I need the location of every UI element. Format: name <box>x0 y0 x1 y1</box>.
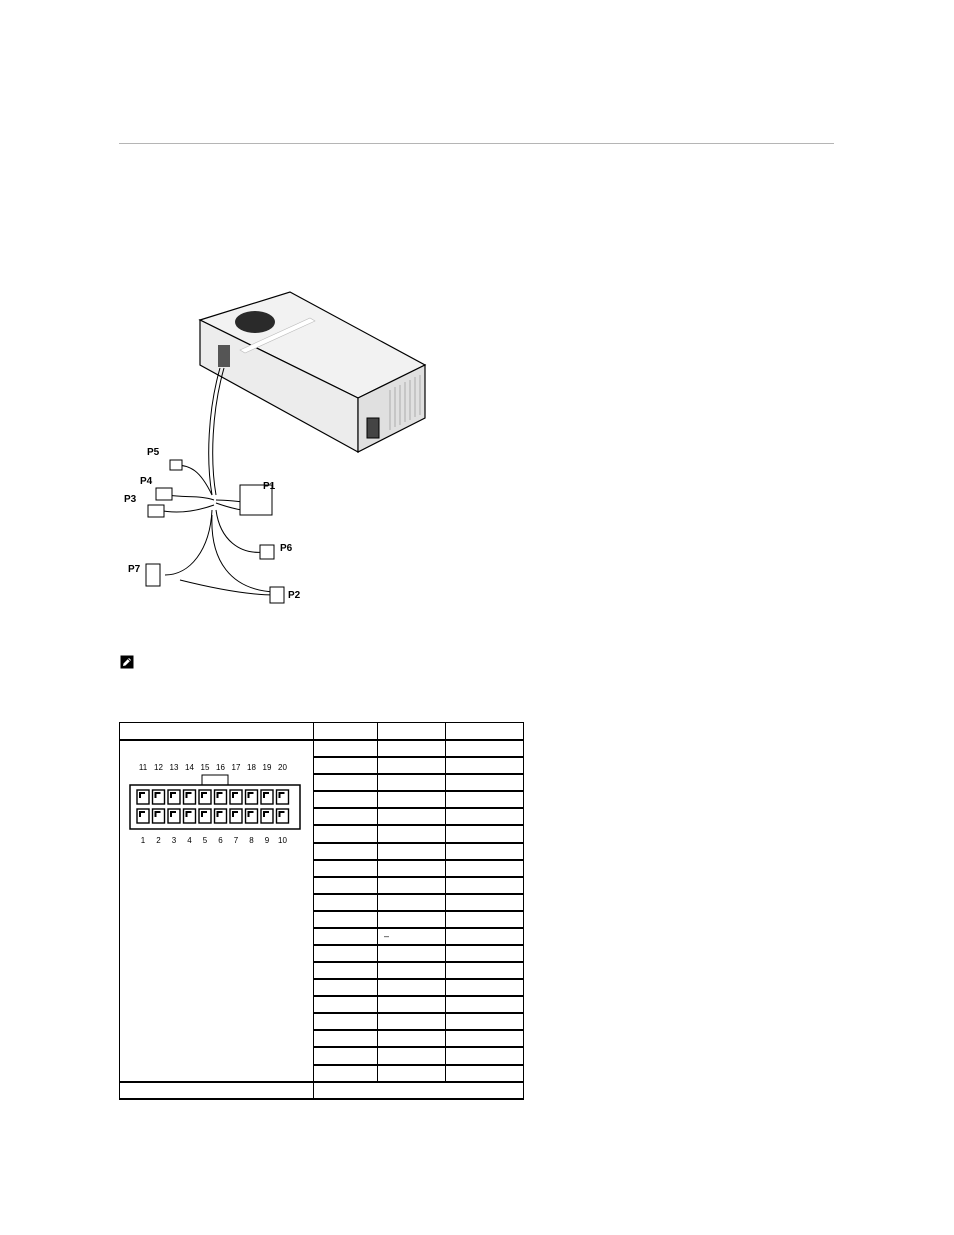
pin-table-cell <box>378 928 446 945</box>
pin-number-bottom: 5 <box>202 836 208 846</box>
pin-table-cell <box>446 860 524 877</box>
pin-table-cell <box>314 962 378 979</box>
pin-table-cell-text <box>446 829 452 839</box>
connector-p7 <box>146 564 160 586</box>
pin-number-top: 18 <box>247 763 256 773</box>
header-cell <box>446 723 524 741</box>
pin-table-cell-text <box>314 1033 320 1043</box>
pin-table-cell <box>314 757 378 774</box>
connector-pinout-diagram <box>120 759 310 859</box>
pin-table-cell <box>378 877 446 894</box>
pin-table-cell <box>378 962 446 979</box>
pin-number-bottom: 8 <box>249 836 254 846</box>
header-divider <box>119 143 834 144</box>
pin-table-cell-text <box>378 1051 384 1061</box>
pin-table-cell <box>446 774 524 791</box>
connector-p2 <box>270 587 284 603</box>
table-row <box>120 740 524 757</box>
pin-table-cell <box>446 1065 524 1082</box>
pin-table-cell <box>446 1047 524 1064</box>
pin-table-cell <box>314 808 378 825</box>
pin-table-cell <box>446 894 524 911</box>
pin-table-cell-text <box>446 846 452 856</box>
pin-table-cell <box>314 928 378 945</box>
pin-table-cell <box>314 1047 378 1064</box>
pin-table-cell-text <box>314 999 320 1009</box>
pin-table-cell <box>314 791 378 808</box>
pin-table-cell-text <box>378 811 384 821</box>
pin-table-cell-text <box>314 948 320 958</box>
pin-table-cell-text <box>446 743 452 753</box>
pin-table-cell-text <box>378 1068 384 1078</box>
power-supply-illustration <box>120 290 445 615</box>
pin-table-cell <box>446 911 524 928</box>
connector-p6 <box>260 545 274 559</box>
label-p7: P7 <box>128 564 141 575</box>
pin-table-cell <box>314 1013 378 1030</box>
pin-table-cell-text <box>446 760 452 770</box>
pin-table-cell-text <box>378 965 384 975</box>
connector-p4 <box>156 488 172 500</box>
pin-table-cell-text <box>314 931 320 941</box>
pin-table-cell <box>446 825 524 842</box>
pin-table-cell <box>446 757 524 774</box>
pin-table-cell <box>378 911 446 928</box>
pin-table-cell <box>446 791 524 808</box>
pin-table-cell-text <box>314 777 320 787</box>
label-p4: P4 <box>140 476 153 487</box>
pin-table-cell <box>314 877 378 894</box>
pin-table-cell-text <box>446 999 452 1009</box>
pin-table-cell <box>446 1013 524 1030</box>
pin-table-cell-text <box>378 999 384 1009</box>
pin-table-cell <box>314 1030 378 1047</box>
label-p1: P1 <box>263 481 276 492</box>
pin-table-cell-text <box>446 982 452 992</box>
pin-table-cell <box>314 996 378 1013</box>
pin-table-cell-text <box>446 897 452 907</box>
pin-number-top: 19 <box>262 763 272 773</box>
pin-table-cell-text <box>378 794 384 804</box>
pin-table-cell <box>378 996 446 1013</box>
pin-table-cell <box>314 894 378 911</box>
pin-table-cell-text <box>314 897 320 907</box>
table-footer-row <box>120 1082 524 1099</box>
pin-table-cell-text <box>446 914 452 924</box>
pin-number-bottom: 3 <box>171 836 177 846</box>
pin-table-cell <box>314 911 378 928</box>
pin-table-cell-text <box>378 829 384 839</box>
pin-table-cell <box>378 1013 446 1030</box>
pin-table-cell <box>378 1047 446 1064</box>
header-cell <box>120 723 314 741</box>
pin-table-cell-text <box>378 1016 384 1026</box>
pin-table-cell-text <box>314 811 320 821</box>
ac-inlet-icon <box>367 418 379 438</box>
pin-table-cell <box>446 979 524 996</box>
pin-table-cell-text <box>446 777 452 787</box>
pin-table-cell <box>378 808 446 825</box>
pin-table-cell <box>314 774 378 791</box>
pin-table-cell-text <box>378 760 384 770</box>
pin-table-cell-text <box>378 897 384 907</box>
pin-table-cell-text <box>314 794 320 804</box>
pin-table-cell-text <box>446 1051 452 1061</box>
pin-table-cell-text <box>378 982 384 992</box>
table-header-row <box>120 723 524 741</box>
cable-exit <box>218 345 230 367</box>
pin-table-cell <box>378 757 446 774</box>
pin-table-cell <box>378 1030 446 1047</box>
cable-bundle <box>158 368 275 595</box>
pin-table-cell <box>378 945 446 962</box>
pin-table-cell <box>446 808 524 825</box>
pin-table-cell-text <box>446 1068 452 1078</box>
pin-number-bottom: 6 <box>218 836 223 846</box>
connector-diagram-cell <box>120 740 314 1082</box>
pin-table-cell-text <box>446 794 452 804</box>
pin-table-cell-text <box>378 777 384 787</box>
label-p3: P3 <box>124 494 137 505</box>
pin-table-cell-text <box>446 965 452 975</box>
pin-table-cell-text: – <box>384 930 390 941</box>
pin-table-cell-text <box>378 863 384 873</box>
pin-table-cell <box>314 979 378 996</box>
note-pencil-icon <box>120 655 134 669</box>
pin-table-cell <box>378 791 446 808</box>
label-p5: P5 <box>147 447 160 458</box>
connector-p5 <box>170 460 182 470</box>
pin-table-cell <box>378 894 446 911</box>
pin-table-cell <box>314 740 378 757</box>
pin-table-cell <box>314 860 378 877</box>
pin-table-cell <box>446 843 524 860</box>
pin-table-cell <box>378 774 446 791</box>
pin-table-cell-text <box>446 863 452 873</box>
pin-table-cell-text <box>314 863 320 873</box>
pin-number-bottom: 1 <box>140 836 146 846</box>
label-p2: P2 <box>288 590 301 601</box>
pin-table-cell-text <box>314 982 320 992</box>
pin-table-cell <box>446 877 524 894</box>
header-cell <box>314 723 378 741</box>
fan-icon <box>235 311 275 333</box>
pin-table-cell-text <box>314 965 320 975</box>
pin-table-cell <box>446 928 524 945</box>
pin-table-cell-text <box>446 811 452 821</box>
pin-number-top: 12 <box>154 763 163 773</box>
power-supply-drawing <box>120 290 445 615</box>
footer-cell <box>120 1082 314 1099</box>
pin-number-top: 16 <box>216 763 225 773</box>
pin-table-cell-text <box>314 914 320 924</box>
pin-table-cell <box>314 1065 378 1082</box>
pin-table-cell-text <box>446 931 452 941</box>
pin-table-cell-text <box>314 1068 320 1078</box>
pin-table-cell-text <box>314 880 320 890</box>
pin-table-cell-text <box>378 743 384 753</box>
pin-table-cell-text <box>314 760 320 770</box>
pin-table-cell-text <box>378 880 384 890</box>
pin-number-bottom: 7 <box>233 836 239 846</box>
pin-table-cell-text <box>446 948 452 958</box>
label-p6: P6 <box>280 543 293 554</box>
pin-table-cell <box>446 996 524 1013</box>
pin-number-bottom: 10 <box>278 836 287 846</box>
pin-table-cell-text <box>314 846 320 856</box>
pin-number-bottom: 9 <box>264 836 270 846</box>
pin-number-bottom: 4 <box>187 836 192 846</box>
pin-table-cell-text <box>314 1016 320 1026</box>
connector-p3 <box>148 505 164 517</box>
pin-table-cell-text <box>378 914 384 924</box>
pin-number-top: 17 <box>231 763 241 773</box>
pin-table-cell <box>378 843 446 860</box>
pin-table-cell <box>378 979 446 996</box>
pin-table-cell-text <box>314 829 320 839</box>
connector-pinout-svg <box>120 759 310 859</box>
pin-table-cell <box>314 843 378 860</box>
pin-table-cell-text <box>378 1033 384 1043</box>
pin-number-bottom: 2 <box>156 836 161 846</box>
pin-table-cell-text <box>314 1051 320 1061</box>
pin-table-cell <box>378 1065 446 1082</box>
pin-table-cell <box>314 945 378 962</box>
pin-table-cell <box>446 962 524 979</box>
pin-table-cell-text <box>446 1033 452 1043</box>
footer-cell <box>314 1082 524 1099</box>
connector-latch <box>202 775 228 785</box>
pin-table-cell <box>378 825 446 842</box>
pin-table-cell <box>314 825 378 842</box>
pin-table-cell-text <box>314 743 320 753</box>
pin-number-top: 15 <box>200 763 210 773</box>
pin-number-top: 11 <box>138 763 148 773</box>
pin-assignment-table <box>119 722 524 1100</box>
header-cell <box>378 723 446 741</box>
pin-number-top: 14 <box>185 763 194 773</box>
pin-table-cell <box>446 945 524 962</box>
pin-table-cell-text <box>378 846 384 856</box>
pin-table-cell <box>446 1030 524 1047</box>
pin-number-top: 20 <box>278 763 287 773</box>
pin-table-cell-text <box>446 1016 452 1026</box>
pin-table-cell-text <box>446 880 452 890</box>
pin-table-cell-text <box>378 948 384 958</box>
pin-number-top: 13 <box>169 763 179 773</box>
pin-table-cell <box>378 740 446 757</box>
pin-table-cell <box>378 860 446 877</box>
pin-table-cell <box>446 740 524 757</box>
